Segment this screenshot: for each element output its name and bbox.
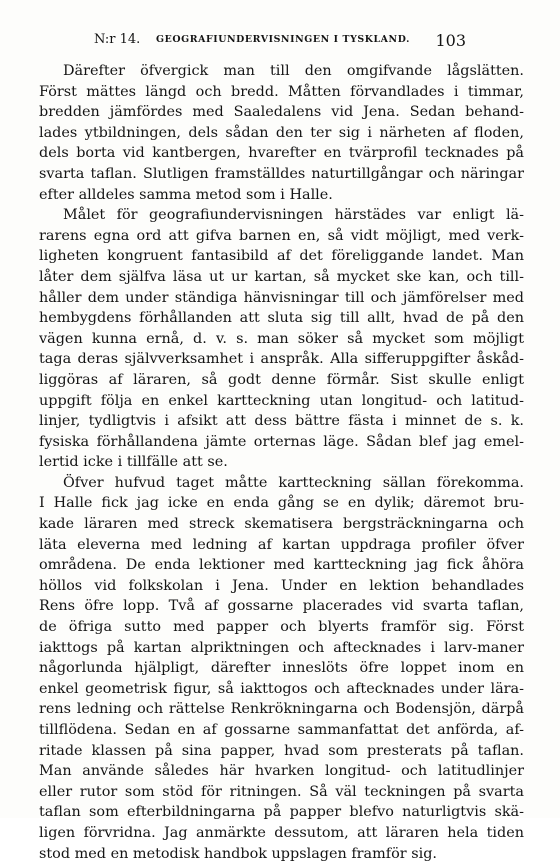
text-line: eller rutor som stöd för ritningen. Så väl teckningen på svarta (39, 783, 524, 800)
running-header (94, 32, 466, 52)
page-number: 103 (435, 31, 466, 50)
text-line: bredden jämfördes med Saaledalens vid Jena. Sedan behand- (39, 104, 524, 121)
body-text (39, 61, 524, 864)
text-line: Öfver hufvud taget måtte kartteckning sällan förekomma. (63, 474, 524, 491)
text-line: de öfriga sutto med papper och blyerts framför sig. Först (39, 619, 524, 636)
text-line: svarta taflan. Slutligen framställdes naturtillgångar och näringar (39, 165, 524, 182)
text-line: lertid icke i tillfälle att se. (39, 454, 228, 471)
text-line: vägen kunna ernå, d. v. s. man söker så mycket som möjligt (39, 330, 524, 347)
text-line: efter alldeles samma metod som i Halle. (39, 186, 333, 203)
text-line: Därefter öfvergick man till den omgifvande lågslätten. (63, 63, 524, 79)
text-line: Målet för geografiundervisningen härstädes var enligt lä- (63, 207, 524, 224)
text-line: tillflödena. Sedan en af gossarne sammanfattat det anförda, af- (39, 722, 524, 738)
text-line: låter dem själfva läsa ut ur kartan, så mycket ske kan, och till- (39, 268, 524, 285)
text-line: områdena. De enda lektioner med kartteckning jag fick åhöra (39, 557, 524, 574)
text-line: rarens egna ord att gifva barnen en, så vidt möjligt, med verk- (39, 227, 524, 244)
text-line: Man använde således här hvarken longitud- och latitudlinjer (39, 763, 524, 780)
text-line: uppgift följa en enkel kartteckning utan longitud- och latitud- (39, 392, 524, 409)
text-line: taflan som efterbildningarna på papper blefvo naturligtvis skä- (39, 804, 524, 821)
text-line: ligheten kongruent fantasibild af det föreliggande landet. Man (39, 248, 524, 265)
text-line: ritade klassen på sina papper, hvad som presterats på taflan. (39, 742, 524, 759)
text-line: kade läraren med streck skematisera bergsträckningarna och (39, 516, 524, 533)
text-line: någorlunda hjälpligt, därefter inneslöts öfre loppet inom en (39, 660, 524, 677)
text-line: håller dem under ständiga hänvisningar till och jämförelser med (39, 289, 524, 306)
text-line: lades ytbildningen, dels sådan den ter sig i närheten af floden, (39, 124, 524, 141)
text-line: enkel geometrisk figur, så iakttogos och aftecknades under lära- (39, 680, 524, 697)
text-line: fysiska förhållandena jämte orternas läge. Sådan blef jag emel- (39, 433, 524, 450)
text-line: hembygdens förhållanden att sluta sig till allt, hvad de på den (39, 310, 524, 327)
text-line: ligen förvridna. Jag anmärkte dessutom, att läraren hela tiden (39, 824, 524, 841)
text-line: rens ledning och rättelse Renkrökningarna och Bodensjön, därpå (39, 701, 524, 718)
text-line: stod med en metodisk handbok uppslagen framför sig. (39, 845, 438, 862)
text-line: höllos vid folkskolan i Jena. Under en lektion behandlades (39, 577, 524, 594)
running-title: GEOGRAFIUNDERVISNINGEN I TYSKLAND. (156, 34, 410, 45)
text-line: linjer, tydligtvis i afsikt att dess bättre fästa i minnet de s. k. (39, 413, 524, 430)
text-line: I Halle fick jag icke en enda gång se en dylik; däremot bru- (39, 495, 524, 512)
text-line: Rens öfre lopp. Två af gossarne placerades vid svarta taflan, (39, 598, 524, 615)
text-line: läta eleverna med ledning af kartan uppdraga profiler öfver (39, 536, 524, 553)
section-number: N:r 14. (94, 32, 141, 47)
text-line: iakttogs på kartan alpriktningen och aftecknades i larv-maner (39, 639, 524, 656)
text-line: Först mättes längd och bredd. Måtten förvandlades i timmar, (39, 83, 524, 100)
text-line: taga deras självverksamhet i anspråk. Alla sifferuppgifter åskåd- (39, 351, 524, 368)
text-line: liggöras af läraren, så godt denne förmår. Sist skulle enligt (39, 371, 524, 388)
text-line: dels borta vid kantbergen, hvarefter en tvärprofil tecknades på (39, 145, 524, 162)
